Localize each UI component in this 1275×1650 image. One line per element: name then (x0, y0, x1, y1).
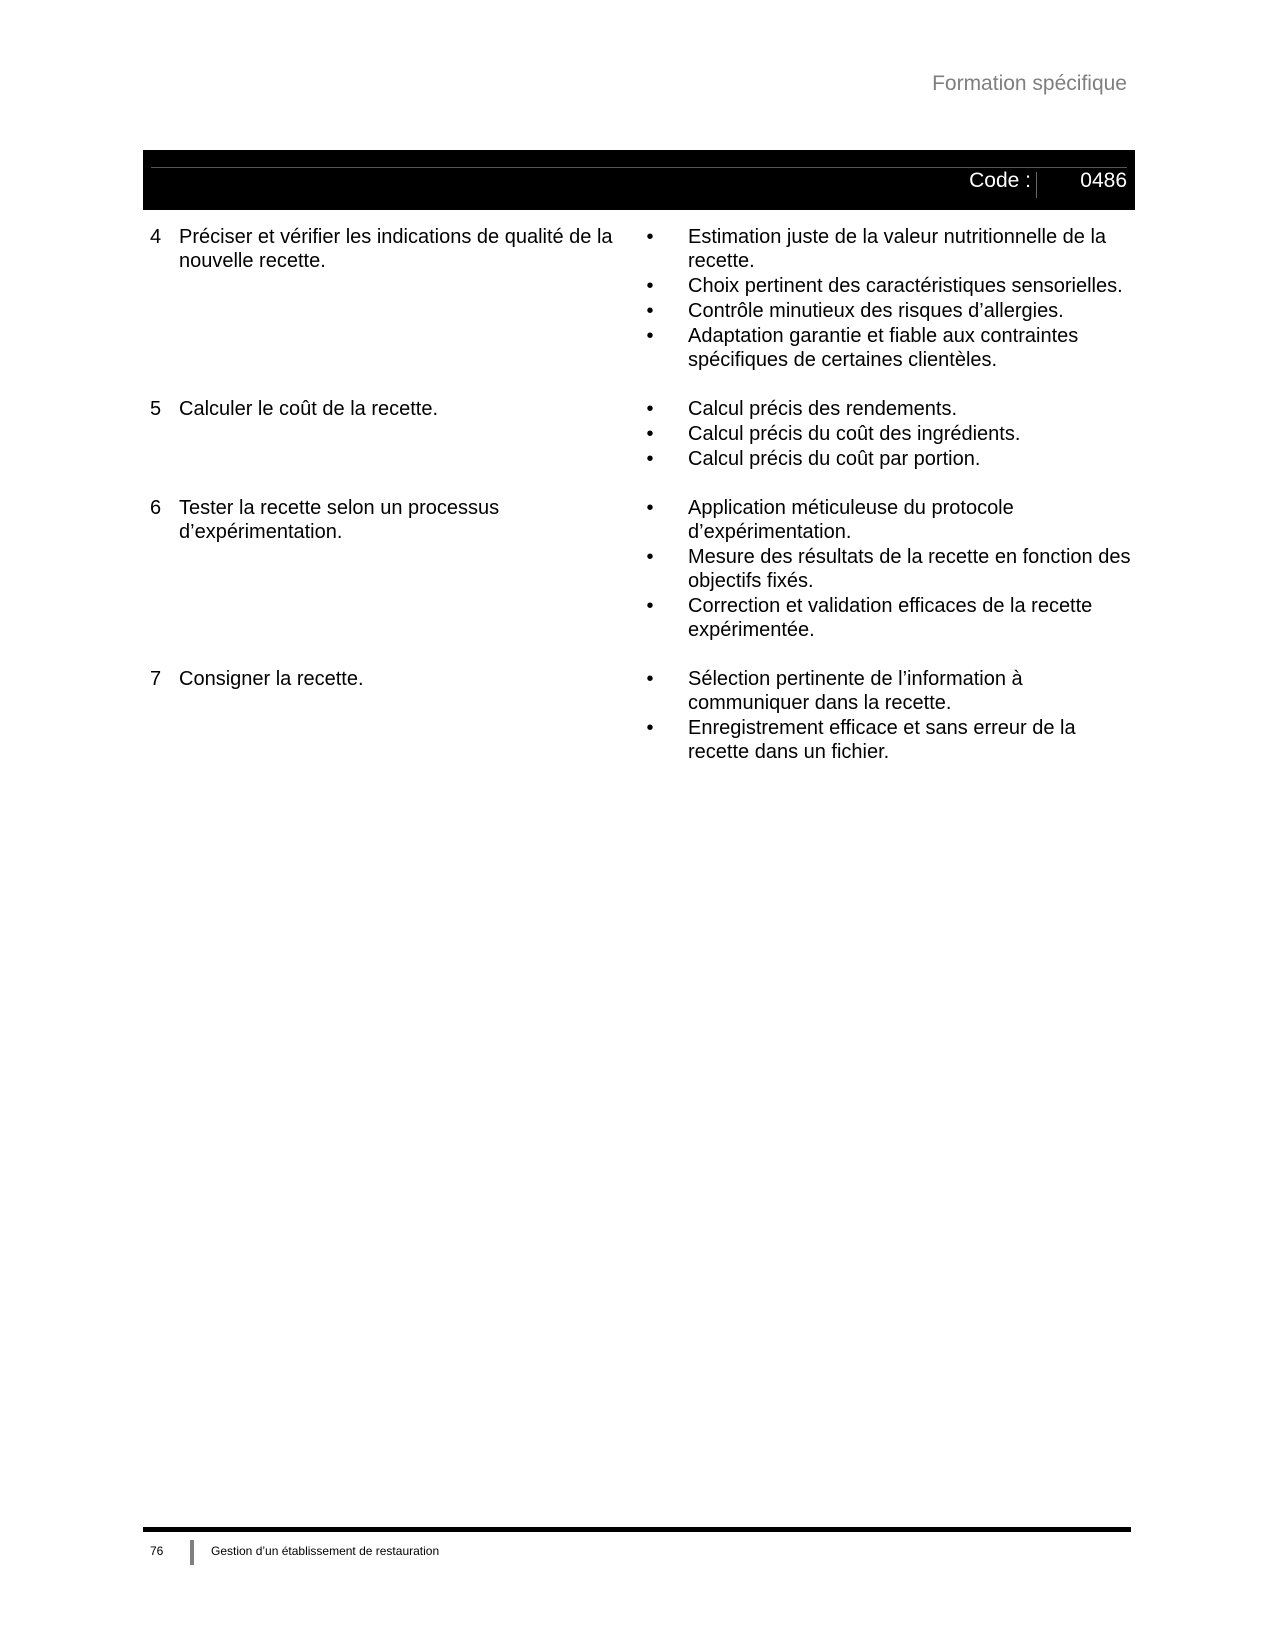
element-number: 7 (150, 668, 162, 690)
bullet-icon: • (646, 448, 654, 470)
element-cell (150, 496, 640, 643)
bullet-icon: • (646, 275, 654, 297)
bullet-icon: • (646, 300, 654, 322)
criteria-item: • Choix pertinent des caractéristiques sensorielles. (640, 274, 1135, 298)
element-text: Calculer le coût de la recette. (179, 398, 439, 420)
footer-document-title: Gestion d’un établissement de restauration (211, 1544, 440, 1558)
element-text: Préciser et vérifier les indications de qualité de la nouvelle recette. (179, 226, 613, 272)
criteria-item: • Calcul précis du coût par portion. (640, 447, 1135, 471)
code-label: Code : (969, 169, 1031, 192)
criteria-list (640, 397, 1135, 471)
bullet-icon: • (646, 226, 654, 248)
criteria-list (640, 496, 1135, 642)
criteria-item: • Contrôle minutieux des risques d’allergies. (640, 299, 1135, 323)
bullet-icon: • (646, 717, 654, 739)
criteria-item: • Enregistrement efficace et sans erreur de la recette dans un fichier. (640, 716, 1135, 764)
code-separator (1036, 172, 1037, 198)
bullet-icon: • (646, 325, 654, 347)
criteria-row (150, 225, 1135, 373)
criteria-item: • Application méticuleuse du protocole d’expérimentation. (640, 496, 1135, 544)
footer-separator (190, 1540, 194, 1565)
criteria-cell (640, 667, 1135, 765)
criteria-row (150, 397, 1135, 472)
element-text: Consigner la recette. (179, 668, 364, 690)
criteria-item: • Adaptation garantie et fiable aux contraintes spécifiques de certaines clientèles. (640, 324, 1135, 372)
page-number: 76 (150, 1544, 164, 1558)
criteria-item: • Calcul précis des rendements. (640, 397, 1135, 421)
criteria-row (150, 496, 1135, 643)
element-cell (150, 225, 640, 373)
bullet-icon: • (646, 398, 654, 420)
criteria-row (150, 667, 1135, 765)
criteria-cell (640, 225, 1135, 373)
bullet-icon: • (646, 497, 654, 519)
bullet-icon: • (646, 668, 654, 690)
element-cell (150, 667, 640, 765)
criteria-table (150, 225, 1135, 765)
element-number: 6 (150, 497, 162, 519)
criteria-list (640, 225, 1135, 372)
element-number: 5 (150, 398, 162, 420)
element-text: Tester la recette selon un processus d’expérimentation. (179, 497, 500, 543)
criteria-item: • Mesure des résultats de la recette en fonction des objectifs fixés. (640, 545, 1135, 593)
code-value: 0486 (1080, 169, 1127, 192)
criteria-item: • Correction et validation efficaces de la recette expérimentée. (640, 594, 1135, 642)
code-bar (143, 150, 1135, 210)
criteria-cell (640, 496, 1135, 643)
criteria-cell (640, 397, 1135, 472)
bullet-icon: • (646, 423, 654, 445)
bullet-icon: • (646, 546, 654, 568)
bullet-icon: • (646, 595, 654, 617)
criteria-list (640, 667, 1135, 764)
code-bar-rule (151, 167, 1127, 168)
footer-rule (143, 1527, 1131, 1532)
criteria-item: • Sélection pertinente de l’information à communiquer dans la recette. (640, 667, 1135, 715)
criteria-item: • Estimation juste de la valeur nutritionnelle de la recette. (640, 225, 1135, 273)
criteria-item: • Calcul précis du coût des ingrédients. (640, 422, 1135, 446)
running-header: Formation spécifique (932, 72, 1127, 95)
element-cell (150, 397, 640, 472)
element-number: 4 (150, 226, 162, 248)
